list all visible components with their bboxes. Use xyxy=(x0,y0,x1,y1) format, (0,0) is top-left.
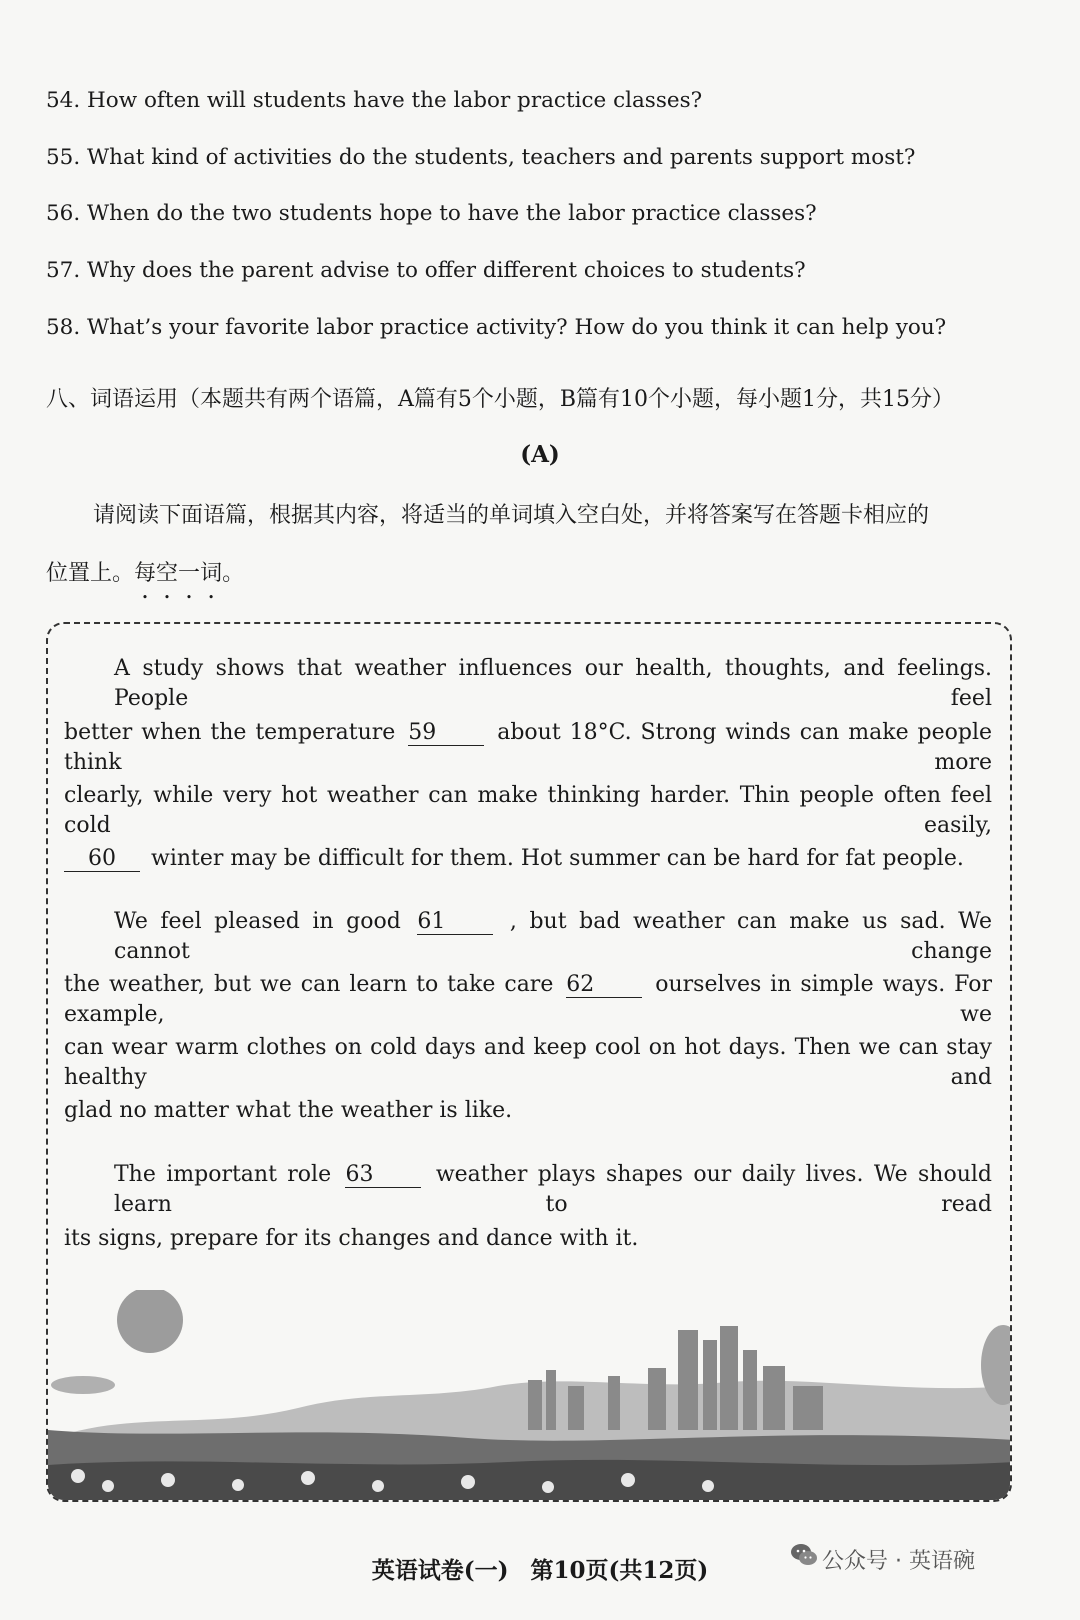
sun-icon xyxy=(117,1290,183,1353)
passage-text: better when the temperature xyxy=(64,720,396,745)
passage-text: , but bad weather can make us sad. We cannot change xyxy=(114,909,992,964)
question-58: 58. What’s your favorite labor practice activity? How do you think it can help you? xyxy=(46,315,947,340)
passage-line xyxy=(114,907,992,967)
passage-text: winter may be difficult for them. Hot summer can be hard for fat people. xyxy=(151,846,964,871)
blank-63: 63 xyxy=(345,1163,421,1188)
scenery-illustration xyxy=(48,1290,1012,1500)
instructions-line-2 xyxy=(46,556,244,587)
emphasis-char: 词 xyxy=(200,561,223,586)
blank-59: 59 xyxy=(408,721,484,746)
passage-line: can wear warm clothes on cold days and keep cool on hot days. Then we can stay healthy and xyxy=(64,1035,992,1090)
instructions-line-1: 请阅读下面语篇，根据其内容，将适当的单词填入空白处，并将答案写在答题卡相应的 xyxy=(93,503,930,528)
blank-62: 62 xyxy=(566,973,642,998)
part-label: (A) xyxy=(520,441,560,468)
passage-line: its signs, prepare for its changes and dance with it. xyxy=(64,1226,639,1251)
passage-line xyxy=(114,1160,992,1220)
passage-text: The important role xyxy=(114,1162,332,1187)
passage-line: clearly, while very hot weather can make thinking harder. Thin people often feel cold easily, xyxy=(64,783,992,838)
passage-line xyxy=(64,844,964,874)
footer-page-number: 第10页(共12页) xyxy=(530,1557,709,1584)
passage-text: about 18°C. Strong winds can make people think more xyxy=(64,720,992,775)
question-55: 55. What kind of activities do the students, teachers and parents support most? xyxy=(46,145,916,170)
question-54: 54. How often will students have the labor practice classes? xyxy=(46,88,703,113)
blank-61: 61 xyxy=(417,910,493,935)
passage-text: the weather, but we can learn to take care xyxy=(64,972,554,997)
passage-line: A study shows that weather influences our health, thoughts, and feelings. People feel xyxy=(114,656,992,711)
footer-title: 英语试卷(一) xyxy=(371,1557,509,1584)
passage-line xyxy=(64,970,992,1030)
question-57: 57. Why does the parent advise to offer different choices to students? xyxy=(46,258,806,283)
emphasis-char: 每 xyxy=(134,561,157,586)
passage-line xyxy=(64,718,992,778)
blank-60: 60 xyxy=(64,847,140,872)
passage-box xyxy=(46,622,1012,1502)
passage-line: glad no matter what the weather is like. xyxy=(64,1098,513,1123)
instructions-suffix: 。 xyxy=(222,561,245,586)
emphasis-char: 一 xyxy=(178,561,201,586)
instructions-prefix: 位置上。 xyxy=(46,561,135,586)
question-56: 56. When do the two students hope to have the labor practice classes? xyxy=(46,201,817,226)
passage-text: ourselves in simple ways. For example, we xyxy=(64,972,992,1027)
passage-text: We feel pleased in good xyxy=(114,909,401,934)
watermark: 公众号 · 英语碗 xyxy=(822,1549,975,1574)
wechat-icon xyxy=(790,1542,818,1568)
passage-text: weather plays shapes our daily lives. We should learn to read xyxy=(114,1162,993,1217)
emphasis-char: 空 xyxy=(156,561,179,586)
section-title: 八、词语运用（本题共有两个语篇，A篇有5个小题，B篇有10个小题，每小题1分，共15分） xyxy=(46,387,955,412)
